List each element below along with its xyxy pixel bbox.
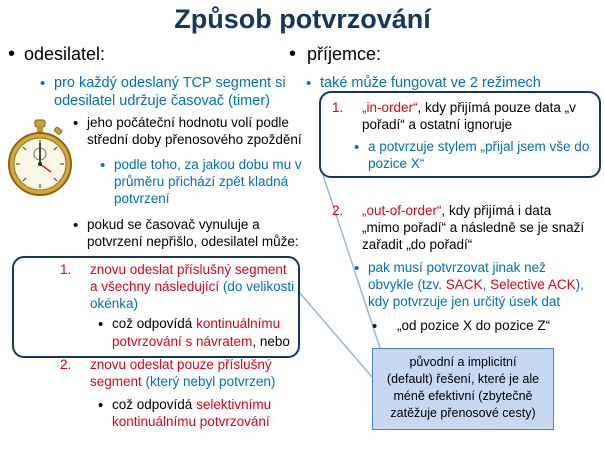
left-l3-line3: potvrzení xyxy=(114,191,170,206)
note-callout xyxy=(372,348,554,430)
bullet-r2-sub: • xyxy=(354,260,360,277)
item1-number: 1. xyxy=(60,262,72,277)
right-heading: příjemce: xyxy=(307,44,382,64)
left-l3-line2: průměru přichází zpět kladná xyxy=(114,174,289,189)
item1-sub-line2: potvrzování s návratem, nebo xyxy=(112,334,290,349)
bullet-l2a: • xyxy=(73,115,79,132)
note-line4: zatěžuje přenosové cesty) xyxy=(390,406,536,420)
r2-sub-line3: kdy potvrzuje jen určitý úsek dat xyxy=(368,294,561,309)
item2-sub-line1: což odpovídá selektivnímu xyxy=(112,397,272,412)
left-heading: odesilatel: xyxy=(24,44,106,64)
bullet-l2b: • xyxy=(73,217,79,234)
bullet-prijemce: • xyxy=(289,43,297,65)
item1-line1: znovu odeslat příslušný segment xyxy=(90,262,287,277)
left-l2b-line2: potvrzení nepřišlo, odesilatel může: xyxy=(87,234,299,249)
left-l1-line1: pro každý odeslaný TCP segment si xyxy=(54,75,286,91)
left-l2a-line2: střední doby přenosového zpoždění xyxy=(87,132,302,147)
bullet-r1-sub: • xyxy=(354,139,360,156)
bullet-r-l1: • xyxy=(306,75,312,92)
note-line1: původní a implicitní xyxy=(409,355,517,369)
item2-line2: segment (který nebyl potvrzen) xyxy=(90,374,276,389)
item1-line2: a všechny následující (do velikosti xyxy=(90,279,295,294)
r2-number: 2. xyxy=(332,203,344,218)
bullet-l1: • xyxy=(40,75,46,92)
r2-subsub: „od pozice X do pozice Z“ xyxy=(397,318,551,333)
item2-line1: znovu odeslat pouze příslušný xyxy=(90,357,272,372)
bullet-item2-sub: • xyxy=(98,397,104,414)
r2-line3: zařadit „do pořadí“ xyxy=(362,237,473,252)
bullet-l3: • xyxy=(100,157,106,174)
note-line2: (default) řešení, které je ale xyxy=(386,372,540,386)
left-l1-line2: odesilatel udržuje časovač (timer) xyxy=(54,93,270,109)
bullet-item1-sub: • xyxy=(98,316,104,333)
item1-sub-line1: což odpovídá kontinuálnímu xyxy=(112,316,281,331)
item2-number: 2. xyxy=(60,357,72,372)
r1-line2: pořadí“ a ostatní ignoruje xyxy=(362,117,513,132)
r1-sub-line1: a potvrzuje stylem „přijal jsem vše do xyxy=(368,139,590,154)
note-line3: méně efektivní (zbytečně xyxy=(393,389,533,403)
stopwatch-icon xyxy=(6,118,74,200)
r1-line1: „in-order“, kdy přijímá pouze data „v xyxy=(362,100,576,115)
bullet-r2-subsub: • xyxy=(372,318,378,335)
item2-sub-line2: kontinuálnímu potvrzování xyxy=(112,414,270,429)
left-l3-line1: podle toho, za jakou dobu mu v xyxy=(114,157,302,172)
bullet-odesilatel: • xyxy=(8,43,16,65)
r1-number: 1. xyxy=(332,100,344,115)
r2-line2: „mimo pořadí“ a následně se je snaží xyxy=(362,220,585,235)
slide-title: Způsob potvrzování xyxy=(174,4,431,34)
r1-sub-line2: pozice X“ xyxy=(368,156,425,171)
left-l2a-line1: jeho počáteční hodnotu volí podle xyxy=(87,115,289,130)
item1-line3: okénka) xyxy=(90,296,139,311)
r2-sub-line1: pak musí potvrzovat jinak než xyxy=(368,260,546,275)
right-l1: také může fungovat ve 2 režimech xyxy=(320,75,541,91)
r2-sub-line2: obvykle (tzv. SACK, Selective ACK), xyxy=(368,277,584,292)
r2-line1: „out-of-order“, kdy přijímá i data xyxy=(362,203,552,218)
left-l2b-line1: pokud se časovač vynuluje a xyxy=(87,217,260,232)
